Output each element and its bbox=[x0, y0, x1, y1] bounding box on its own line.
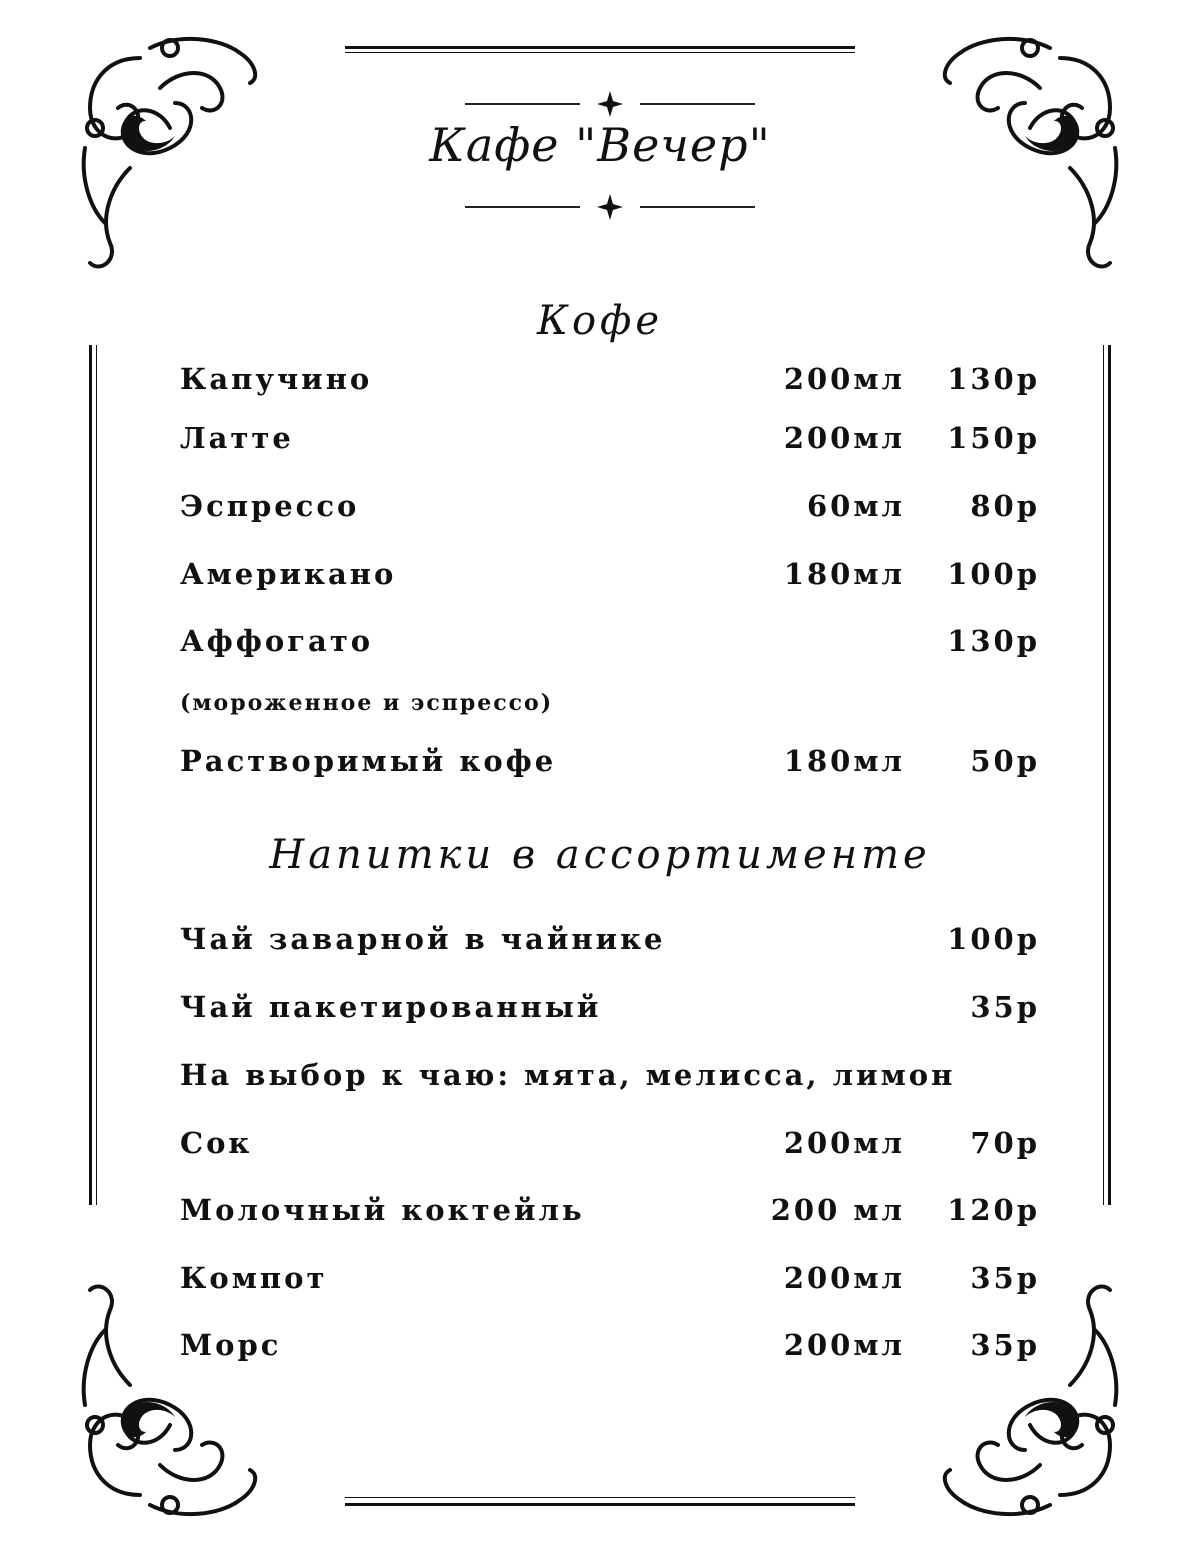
item-volume: 200мл bbox=[783, 421, 905, 455]
item-price: 35р bbox=[970, 990, 1040, 1024]
item-volume: 200мл bbox=[783, 1126, 905, 1160]
cafe-title: Кафе "Вечер" bbox=[429, 118, 771, 172]
frame-right-line bbox=[1108, 345, 1111, 1205]
tea-options-note bbox=[180, 1058, 1050, 1104]
item-price: 130р bbox=[947, 624, 1040, 658]
menu-row bbox=[180, 744, 1050, 790]
item-volume: 180мл bbox=[783, 744, 905, 778]
menu-row bbox=[180, 1261, 1050, 1307]
frame-top-line-thin bbox=[345, 52, 855, 53]
item-price: 100р bbox=[947, 922, 1040, 956]
menu-row bbox=[180, 1126, 1050, 1172]
item-price: 70р bbox=[970, 1126, 1040, 1160]
item-name: Молочный коктейль bbox=[180, 1193, 585, 1227]
item-price: 50р bbox=[970, 744, 1040, 778]
section-title-drinks: Напитки в ассортименте bbox=[269, 832, 931, 878]
item-name: Растворимый кофе bbox=[180, 744, 557, 778]
menu-row bbox=[180, 922, 1050, 968]
item-name: Сок bbox=[180, 1126, 253, 1160]
frame-left-line-thin bbox=[96, 345, 97, 1205]
corner-ornament-bottom-left bbox=[70, 1275, 270, 1525]
frame-top-line bbox=[345, 46, 855, 49]
item-name: Морс bbox=[180, 1328, 282, 1362]
corner-ornament-bottom-right bbox=[930, 1275, 1130, 1525]
item-price: 130р bbox=[947, 362, 1040, 396]
title-rule-top-left bbox=[465, 103, 580, 105]
menu-row bbox=[180, 1193, 1050, 1239]
menu-row bbox=[180, 557, 1050, 603]
menu-row bbox=[180, 1328, 1050, 1374]
diamond-ornament-icon bbox=[597, 194, 623, 220]
item-name: Капучино bbox=[180, 362, 373, 396]
item-name: Компот bbox=[180, 1261, 328, 1295]
item-name: Чай пакетированный bbox=[180, 990, 602, 1024]
item-price: 35р bbox=[970, 1261, 1040, 1295]
frame-left-line bbox=[89, 345, 92, 1205]
item-name: Чай заварной в чайнике bbox=[180, 922, 666, 956]
tea-options-text: На выбор к чаю: мята, мелисса, лимон bbox=[180, 1058, 956, 1092]
item-price: 150р bbox=[947, 421, 1040, 455]
frame-bottom-line bbox=[345, 1503, 855, 1506]
title-rule-top-right bbox=[640, 103, 755, 105]
item-volume: 200мл bbox=[783, 1261, 905, 1295]
item-price: 35р bbox=[970, 1328, 1040, 1362]
diamond-ornament-icon bbox=[597, 91, 623, 117]
item-volume: 200мл bbox=[783, 362, 905, 396]
title-rule-bottom-left bbox=[465, 206, 580, 208]
frame-bottom-line-thin bbox=[345, 1497, 855, 1498]
item-volume: 200мл bbox=[783, 1328, 905, 1362]
item-name: Эспрессо bbox=[180, 489, 360, 523]
section-title-coffee: Кофе bbox=[536, 298, 664, 344]
item-name: Латте bbox=[180, 421, 294, 455]
title-rule-bottom-right bbox=[640, 206, 755, 208]
item-volume: 200 мл bbox=[770, 1193, 905, 1227]
frame-right-line-thin bbox=[1103, 345, 1104, 1205]
item-volume: 60мл bbox=[807, 489, 905, 523]
menu-row bbox=[180, 489, 1050, 535]
item-price: 80р bbox=[970, 489, 1040, 523]
menu-row bbox=[180, 421, 1050, 467]
menu-row bbox=[180, 624, 1050, 670]
item-price: 100р bbox=[947, 557, 1040, 591]
item-price: 120р bbox=[947, 1193, 1040, 1227]
menu-row bbox=[180, 990, 1050, 1036]
item-name: Аффогато bbox=[180, 624, 374, 658]
affogato-note: (мороженное и эспрессо) bbox=[180, 690, 554, 716]
menu-row bbox=[180, 362, 1050, 408]
item-volume: 180мл bbox=[783, 557, 905, 591]
item-name: Американо bbox=[180, 557, 397, 591]
